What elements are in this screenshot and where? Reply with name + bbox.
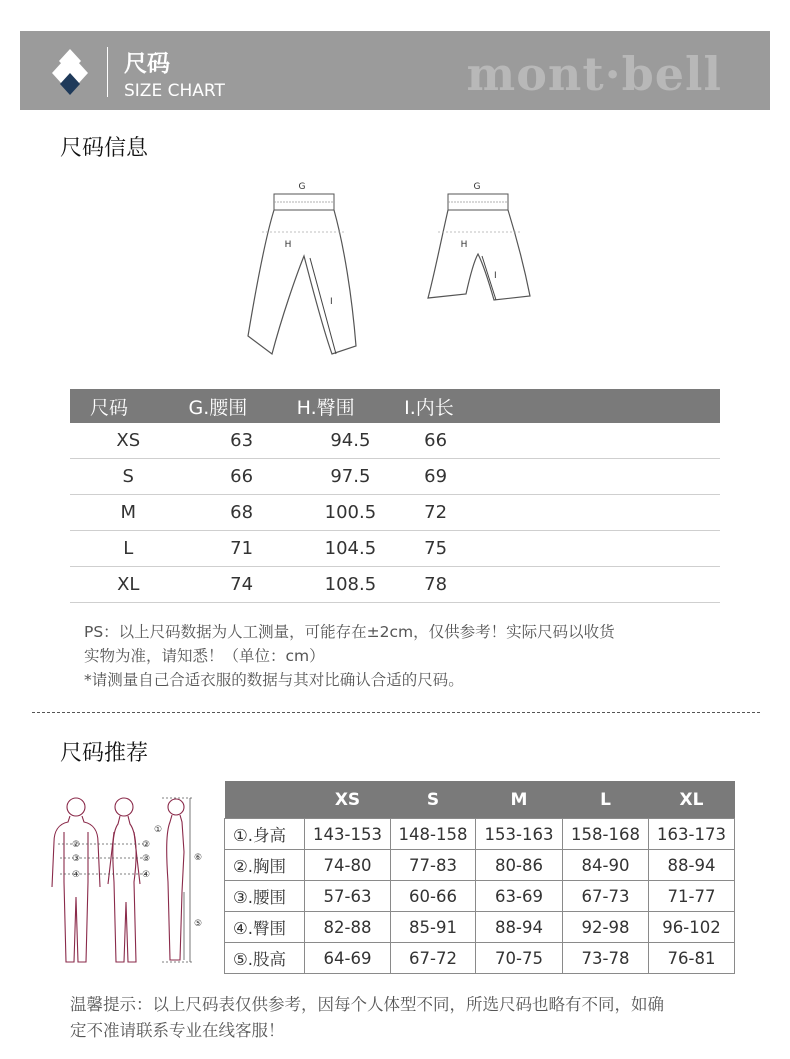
table-row (225, 881, 735, 912)
header-blank (225, 781, 305, 819)
label-h: H (460, 240, 468, 250)
cell-hip: 100.5 (297, 495, 405, 531)
header-waist: G.腰围 (187, 389, 297, 423)
marker-4: ④ (72, 870, 81, 880)
table-cell: 74-80 (305, 850, 391, 881)
table-row (70, 459, 720, 495)
cell-hip: 108.5 (297, 567, 405, 603)
table-cell: 76-81 (649, 943, 735, 974)
cell-size: XS (70, 423, 187, 459)
cell-inseam: 72 (404, 495, 720, 531)
table-cell: 88-94 (476, 912, 563, 943)
header-l: L (563, 781, 649, 819)
label-g: G (298, 182, 306, 192)
table-cell: 80-86 (476, 850, 563, 881)
cell-size: L (70, 531, 187, 567)
table-row (70, 567, 720, 603)
table-row (225, 943, 735, 974)
marker-2: ② (72, 840, 81, 850)
row-label: ②.胸围 (225, 850, 305, 881)
table-cell: 60-66 (391, 881, 476, 912)
marker-6: ⑥ (194, 853, 203, 863)
table-cell: 82-88 (305, 912, 391, 943)
banner-title: 尺码 (124, 51, 170, 77)
header-m: M (476, 781, 563, 819)
table-cell: 71-77 (649, 881, 735, 912)
measurement-note-line-2: 实物为准，请知悉！（单位：cm） (84, 647, 325, 665)
header-s: S (391, 781, 476, 819)
table-row (225, 850, 735, 881)
size-recommendation-title: 尺码推荐 (60, 741, 149, 766)
cell-waist: 68 (187, 495, 297, 531)
measurement-note-line-1: PS：以上尺码数据为人工测量，可能存在±2cm，仅供参考！实际尺码以收货 (84, 623, 615, 641)
marker-5: ⑤ (194, 919, 203, 929)
pants-size-table (70, 389, 720, 603)
header-inseam: I.内长 (404, 389, 720, 423)
cell-inseam: 69 (404, 459, 720, 495)
marker-1: ① (154, 825, 163, 835)
label-i: I (494, 271, 497, 281)
cell-size: M (70, 495, 187, 531)
label-g: G (473, 182, 481, 192)
footer-tip (70, 992, 730, 1044)
table-cell: 70-75 (476, 943, 563, 974)
marker-4-side: ④ (142, 870, 151, 880)
table-header-row (225, 781, 735, 819)
marker-3-side: ③ (142, 854, 151, 864)
table-cell: 77-83 (391, 850, 476, 881)
row-label: ③.腰围 (225, 881, 305, 912)
section-divider (32, 712, 760, 713)
shorts-diagram (420, 176, 540, 306)
size-recommendation-table (224, 781, 735, 974)
table-cell: 88-94 (649, 850, 735, 881)
cell-waist: 63 (187, 423, 297, 459)
table-row (70, 495, 720, 531)
table-cell: 57-63 (305, 881, 391, 912)
footer-tip-line-2: 定不准请联系专业在线客服！ (70, 1021, 285, 1040)
cell-hip: 94.5 (297, 423, 405, 459)
cell-waist: 74 (187, 567, 297, 603)
table-cell: 143-153 (305, 819, 391, 850)
cell-hip: 104.5 (297, 531, 405, 567)
table-cell: 92-98 (563, 912, 649, 943)
cell-inseam: 75 (404, 531, 720, 567)
brand-logo-text: mont·bell (466, 47, 722, 101)
header-xl: XL (649, 781, 735, 819)
label-i: I (330, 297, 333, 307)
header-hip: H.臀围 (297, 389, 405, 423)
size-info-title: 尺码信息 (60, 136, 149, 161)
table-header-row (70, 389, 720, 423)
table-row (70, 423, 720, 459)
long-pants-diagram (240, 176, 360, 361)
table-row (225, 819, 735, 850)
table-cell: 64-69 (305, 943, 391, 974)
cell-size: S (70, 459, 187, 495)
table-row (225, 912, 735, 943)
row-label: ⑤.股高 (225, 943, 305, 974)
cell-inseam: 66 (404, 423, 720, 459)
table-cell: 153-163 (476, 819, 563, 850)
row-label: ①.身高 (225, 819, 305, 850)
marker-3: ③ (72, 854, 81, 864)
table-cell: 73-78 (563, 943, 649, 974)
cell-inseam: 78 (404, 567, 720, 603)
table-cell: 148-158 (391, 819, 476, 850)
cell-size: XL (70, 567, 187, 603)
banner-divider (107, 47, 108, 97)
table-cell: 96-102 (649, 912, 735, 943)
measurement-note-line-3: *请测量自己合适衣服的数据与其对比确认合适的尺码。 (84, 671, 464, 689)
table-cell: 158-168 (563, 819, 649, 850)
row-label: ④.臀围 (225, 912, 305, 943)
cell-hip: 97.5 (297, 459, 405, 495)
table-cell: 63-69 (476, 881, 563, 912)
label-h: H (284, 240, 292, 250)
table-row (70, 531, 720, 567)
table-cell: 163-173 (649, 819, 735, 850)
header-xs: XS (305, 781, 391, 819)
montbell-diamond-logo-icon (52, 49, 88, 95)
header-size: 尺码 (70, 389, 187, 423)
cell-waist: 66 (187, 459, 297, 495)
cell-waist: 71 (187, 531, 297, 567)
table-cell: 84-90 (563, 850, 649, 881)
table-cell: 67-73 (563, 881, 649, 912)
header-banner (20, 31, 770, 110)
table-cell: 85-91 (391, 912, 476, 943)
banner-subtitle: SIZE CHART (124, 81, 225, 101)
body-measurement-figure (48, 792, 218, 972)
footer-tip-line-1: 温馨提示：以上尺码表仅供参考，因每个人体型不同，所选尺码也略有不同，如确 (70, 995, 664, 1014)
table-cell: 67-72 (391, 943, 476, 974)
marker-2-side: ② (142, 840, 151, 850)
